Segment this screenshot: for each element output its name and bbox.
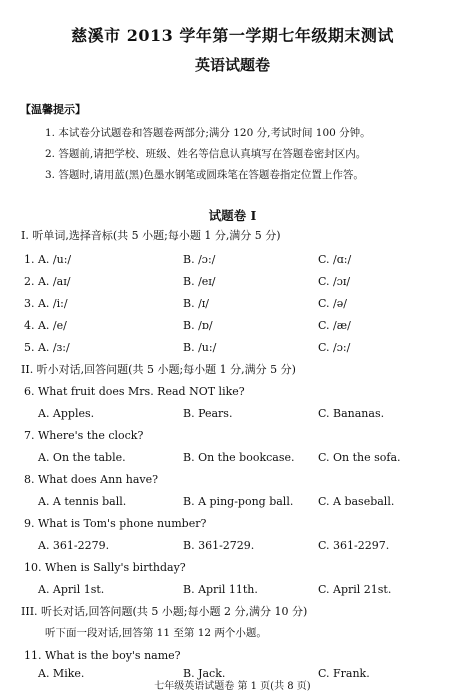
q1-option-b: B. /ɔ:/ — [183, 253, 216, 266]
q6-option-c: C. Bananas. — [318, 407, 385, 420]
q6-option-b: B. Pears. — [183, 407, 233, 420]
q1-option-a: 1. A. /u:/ — [24, 253, 72, 266]
exam-title: 慈溪市 2013 学年第一学期七年级期末测试 — [71, 26, 394, 45]
section-3-heading: III. 听长对话,回答问题(共 5 小题;每小题 2 分,满分 10 分) — [21, 605, 308, 618]
q4-option-a: 4. A. /e/ — [24, 319, 67, 332]
q11-option-c: C. Frank. — [318, 667, 370, 680]
paper-title: 试题卷 I — [208, 208, 257, 223]
q9-option-b: B. 361-2729. — [183, 539, 255, 552]
tip-note-3: 3. 答题时,请用蓝(黑)色墨水钢笔或圆珠笔在答题卷指定位置上作答。 — [45, 169, 364, 181]
q7-question: 7. Where's the clock? — [24, 429, 144, 442]
q7-option-b: B. On the bookcase. — [183, 451, 295, 464]
q3-option-b: B. /ɪ/ — [183, 297, 210, 310]
q2-option-a: 2. A. /aɪ/ — [24, 275, 71, 288]
q1-option-c: C. /ɑ:/ — [318, 253, 352, 266]
section-3-instruction: 听下面一段对话,回答第 11 至第 12 两个小题。 — [45, 627, 267, 639]
q5-option-b: B. /u:/ — [183, 341, 217, 354]
q2-option-b: B. /eɪ/ — [183, 275, 216, 288]
exam-subtitle: 英语试题卷 — [194, 56, 270, 74]
q7-option-a: A. On the table. — [38, 451, 126, 464]
q6-question: 6. What fruit does Mrs. Read NOT like? — [24, 385, 245, 398]
q7-option-c: C. On the sofa. — [318, 451, 401, 464]
q3-option-c: C. /ə/ — [318, 297, 347, 310]
q11-question: 11. What is the boy's name? — [24, 649, 181, 662]
q2-option-c: C. /ɔɪ/ — [318, 275, 351, 288]
tip-note-2: 2. 答题前,请把学校、班级、姓名等信息认真填写在答题卷密封区内。 — [45, 148, 367, 160]
q8-option-a: A. A tennis ball. — [38, 495, 127, 508]
q11-option-b: B. Jack. — [183, 667, 226, 680]
section-2-heading: II. 听小对话,回答问题(共 5 小题;每小题 1 分,满分 5 分) — [21, 363, 296, 376]
q3-option-a: 3. A. /i:/ — [24, 297, 68, 310]
q10-option-b: B. April 11th. — [183, 583, 258, 596]
q10-option-a: A. April 1st. — [38, 583, 105, 596]
tip-note-1: 1. 本试卷分试题卷和答题卷两部分;满分 120 分,考试时间 100 分钟。 — [45, 127, 371, 139]
q9-question: 9. What is Tom's phone number? — [24, 517, 207, 530]
q8-option-b: B. A ping-pong ball. — [183, 495, 294, 508]
q8-option-c: C. A baseball. — [318, 495, 395, 508]
tips-label: 【温馨提示】 — [20, 103, 86, 116]
q6-option-a: A. Apples. — [38, 407, 95, 420]
q4-option-c: C. /æ/ — [318, 319, 351, 332]
section-1-heading: I. 听单词,选择音标(共 5 小题;每小题 1 分,满分 5 分) — [21, 229, 281, 242]
q5-option-c: C. /ɔ:/ — [318, 341, 351, 354]
q11-option-a: A. Mike. — [38, 667, 85, 680]
q10-option-c: C. April 21st. — [318, 583, 392, 596]
q5-option-a: 5. A. /ɜ:/ — [24, 341, 70, 354]
q9-option-a: A. 361-2279. — [38, 539, 110, 552]
page-footer: 七年级英语试题卷 第 1 页(共 8 页) — [154, 681, 311, 692]
q4-option-b: B. /ɒ/ — [183, 319, 213, 332]
q8-question: 8. What does Ann have? — [24, 473, 159, 486]
q10-question: 10. When is Sally's birthday? — [24, 561, 186, 574]
q9-option-c: C. 361-2297. — [318, 539, 390, 552]
